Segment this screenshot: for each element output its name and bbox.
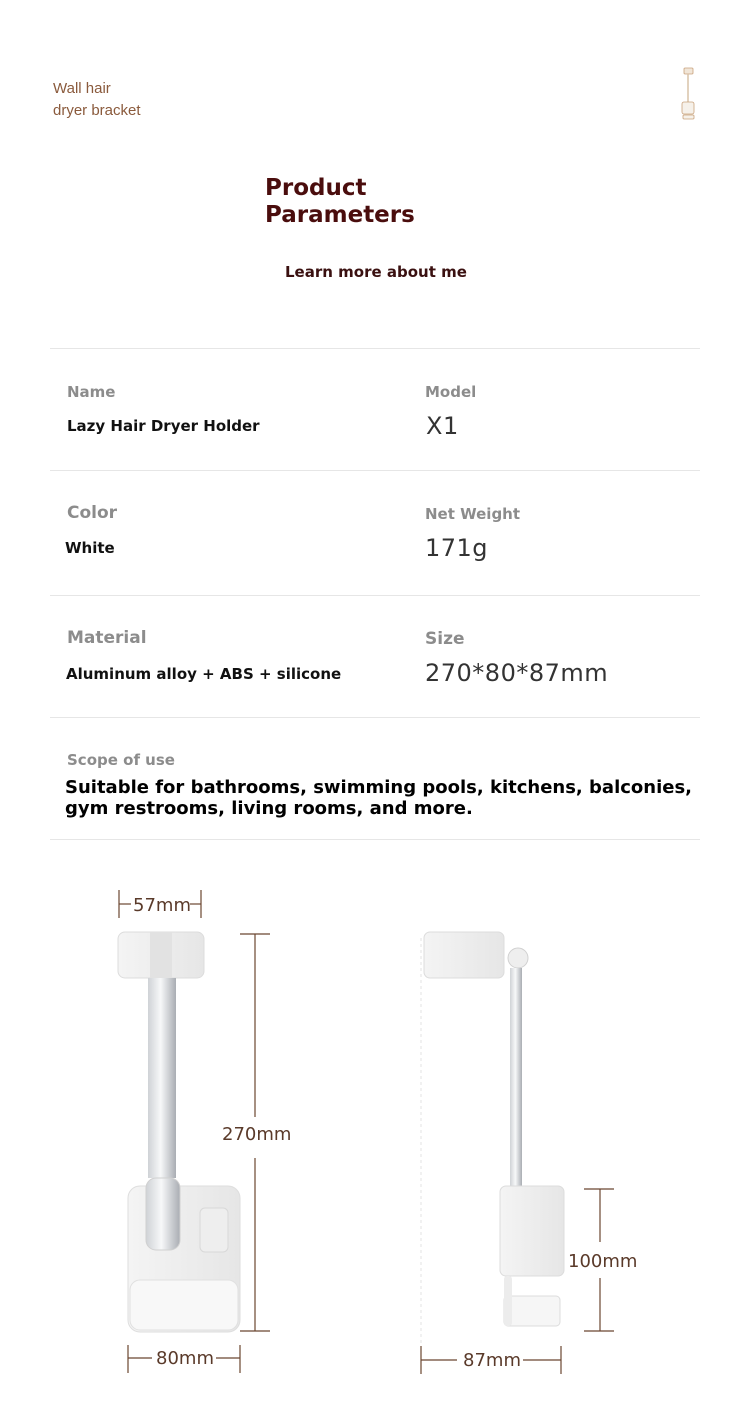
side-view [421, 932, 564, 1358]
size-value: 270*80*87mm [425, 659, 609, 687]
name-label: Name [67, 383, 116, 401]
model-value: X1 [426, 412, 459, 440]
brand-tagline [53, 78, 141, 122]
brand-line-1: Wall hair [53, 80, 111, 97]
color-value: White [65, 539, 115, 557]
base-height-label: 100mm [568, 1251, 638, 1272]
net-weight-value: 171g [425, 534, 489, 562]
title-line-2: Parameters [265, 202, 415, 228]
top-width-label: 57mm [133, 895, 191, 916]
size-label: Size [425, 629, 465, 649]
material-label: Material [67, 628, 147, 648]
name-value: Lazy Hair Dryer Holder [67, 417, 260, 435]
material-value: Aluminum alloy + ABS + silicone [66, 665, 342, 683]
title-line-1: Product [265, 175, 367, 201]
divider [50, 348, 700, 349]
dimension-diagram [0, 860, 750, 1400]
depth-label: 87mm [463, 1350, 521, 1371]
color-label: Color [67, 503, 118, 523]
product-thumbnail-icon [676, 66, 700, 122]
page-title [265, 175, 415, 229]
divider [50, 595, 700, 596]
height-label: 270mm [222, 1124, 292, 1145]
divider [50, 839, 700, 840]
divider [50, 470, 700, 471]
model-label: Model [425, 383, 477, 401]
scope-label: Scope of use [67, 751, 175, 769]
brand-line-2: dryer bracket [53, 102, 141, 119]
net-weight-label: Net Weight [425, 505, 521, 523]
divider [50, 717, 700, 718]
base-width-label: 80mm [156, 1348, 214, 1369]
page-subtitle: Learn more about me [285, 263, 467, 281]
scope-value: Suitable for bathrooms, swimming pools, kitchens, balconies, gym restrooms, living rooms, and more. [65, 777, 693, 819]
